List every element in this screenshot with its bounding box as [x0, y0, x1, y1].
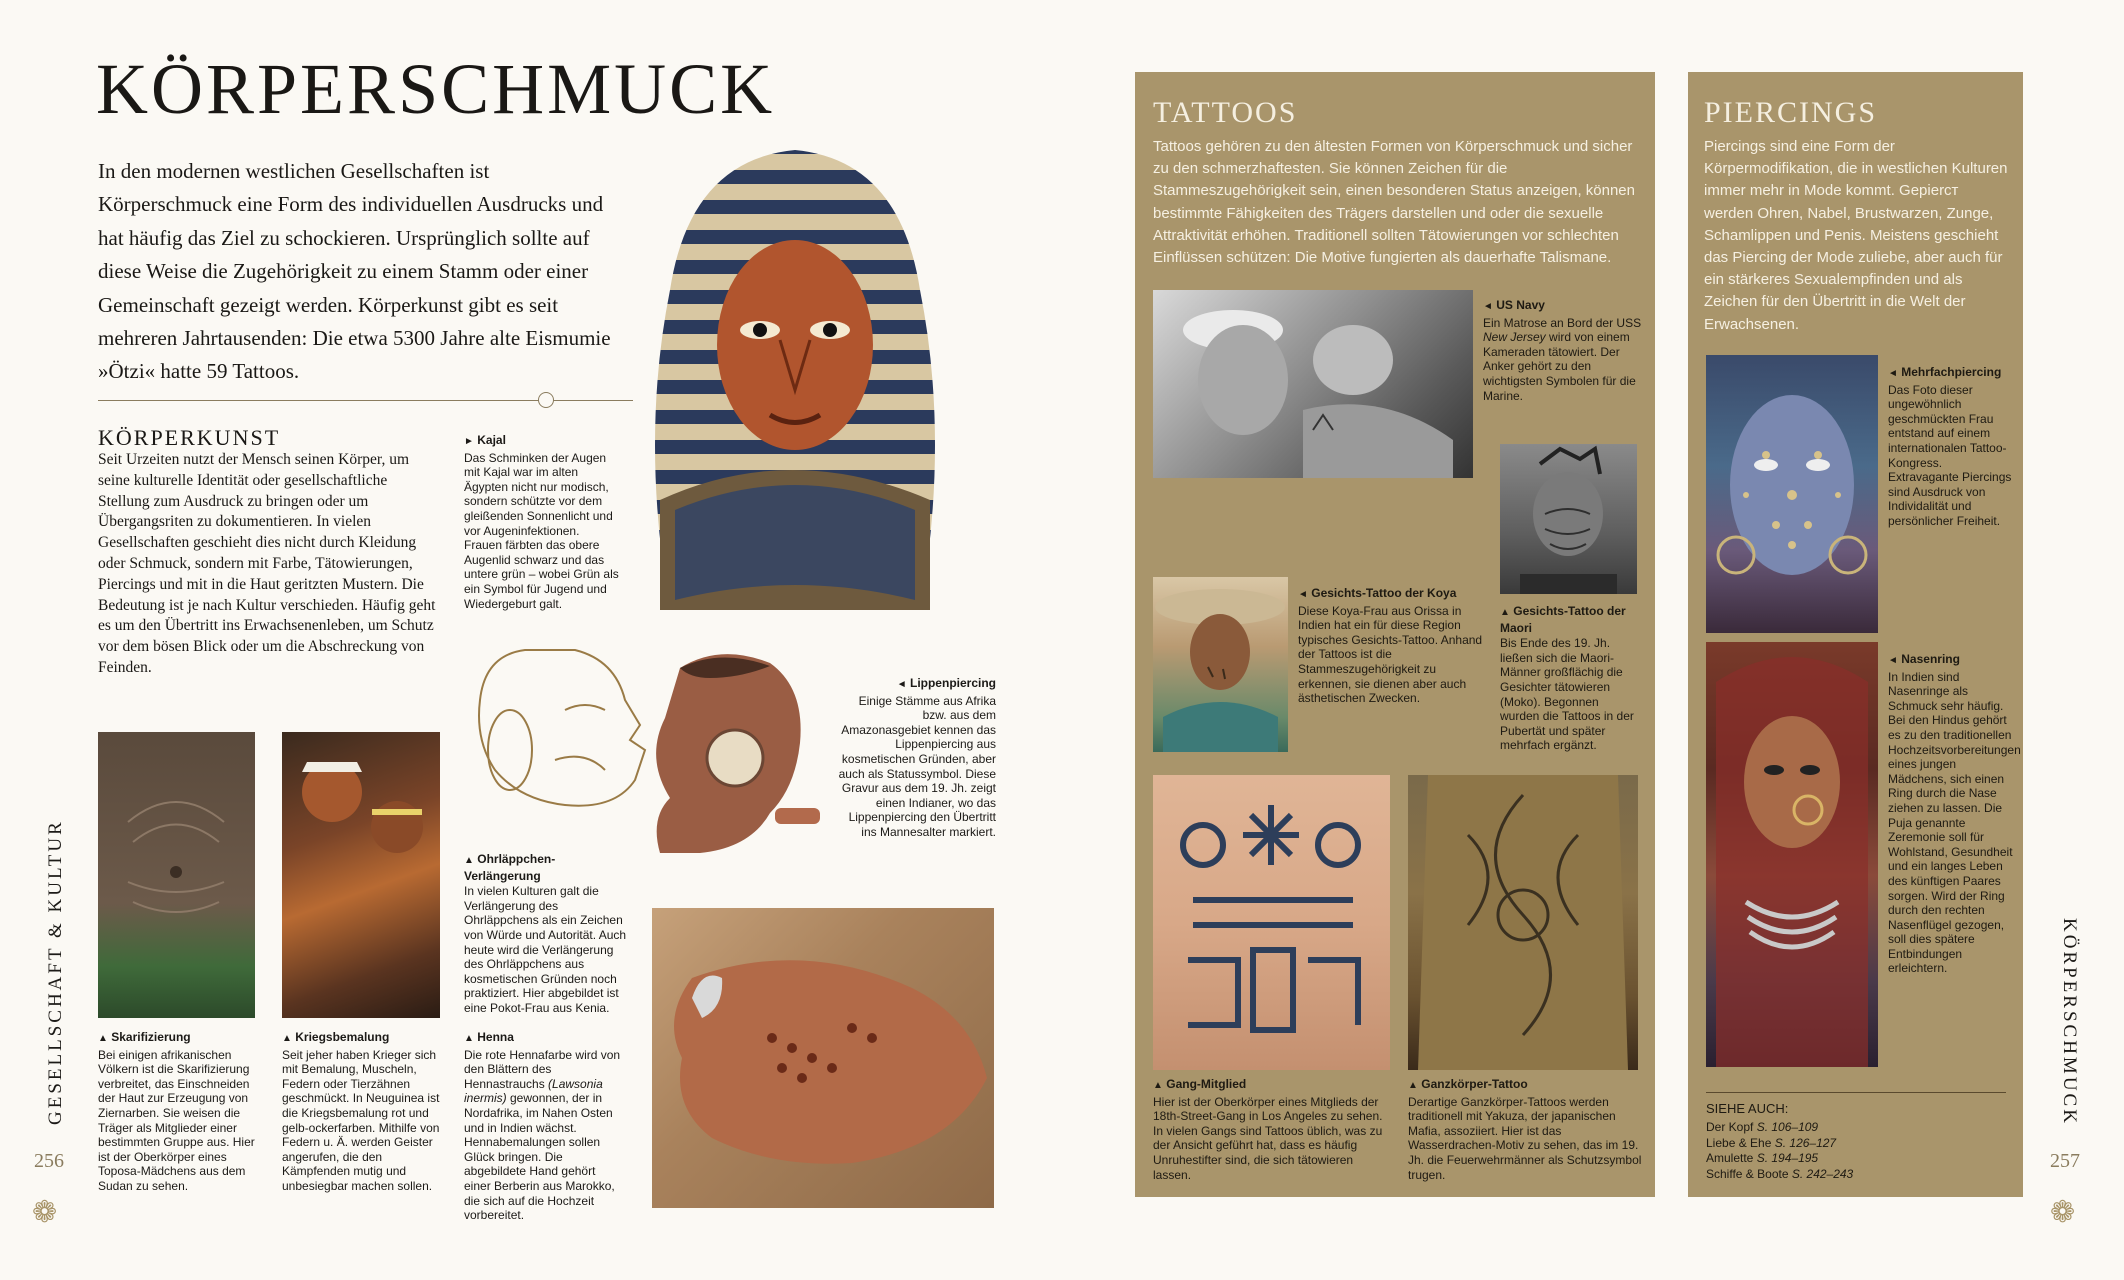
see-also-ref: S. 194–195	[1756, 1151, 1819, 1165]
piercings-text: Piercings sind eine Form der Körpermodifikation, die in westlichen Kulturen immer mehr in Mode kommt. Gepiercт werden Ohren, Nabel, Brustwarzen, Zunge, Schamlippen und Penis. Meistens geschieht das Piercing der Mode zuliebe, aber auch für ein stärkeres Sexualempfinden und als Zeichen für den Übertritt in die Welt der Erwachsenen.	[1704, 138, 2008, 333]
caption-maori-title: Gesichts-Tattoo der Maori	[1500, 604, 1626, 635]
side-label-right: KÖRPERSCHMUCK	[2059, 918, 2080, 1126]
page-title: KÖRPERSCHMUCK	[96, 49, 776, 129]
caption-skar: ▲ Skarifizierung Bei einigen afrikanischen Völkern ist die Skarifizierung verbreitet, das Einschneiden der Haut zur Erzeugung von Ziernarben. Sie weisen die Träger als Mitglieder einer bestimmten Gruppe aus. Hier ist der Oberkörper eines Toposa-Mädchens aus dem Sudan zu sehen.	[98, 1030, 255, 1193]
nose-ring-photo	[1706, 642, 1878, 1067]
page-ornament-right-icon: ❁	[2050, 1196, 2076, 1229]
caption-gang-title: Gang-Mitglied	[1166, 1077, 1247, 1091]
see-also-item[interactable]	[1706, 1151, 2006, 1167]
caption-mehrfach-text: Das Foto dieser ungewöhnlich geschmückten Frau entstand auf einem internationalen Tattoo-Kongress. Extravagante Piercings sind Ausdruck von Individalität und persönlicher Freiheit.	[1888, 382, 2012, 528]
side-label-left: GESELLSCHAFT & KULTUR	[45, 819, 66, 1125]
see-also-title: SIEHE AUCH:	[1706, 1101, 1789, 1116]
page-number-left: 256	[34, 1150, 64, 1172]
multi-piercing-photo	[1706, 355, 1878, 633]
gang-tattoo-photo	[1153, 775, 1390, 1070]
see-also-label: Amulette	[1706, 1151, 1757, 1165]
yakuza-tattoo-photo	[1408, 775, 1638, 1070]
ornament-icon	[538, 392, 554, 408]
maori-tattoo-photo	[1500, 444, 1637, 594]
caption-maori-text: Bis Ende des 19. Jh. ließen sich die Maori-Männer großflächig die Gesichter tätowieren (Moko). Begonnen wurden die Tattoos in der Pubertät und später mehrfach ergänzt.	[1500, 636, 1634, 753]
see-also-label: Schiffe & Boote	[1706, 1166, 1792, 1181]
caption-mehrfach-title: Mehrfachpiercing	[1901, 365, 2002, 379]
caption-henna-text-a: Die rote Hennafarbe wird von den Blättern des Hennastrauchs	[464, 1047, 621, 1091]
caption-skar-title: Skarifizierung	[111, 1030, 191, 1044]
caption-henna: ▲ Henna Die rote Hennafarbe wird von den Blättern des Hennastrauchs (Lawsonia inermis) gewonnen, der in Nordafrika, im Nahen Osten und in Indien wächst. Hennabemalungen sollen Glück bringen. Die abgebildete Hand gehört einer Berberin aus Marokko, die sich auf die Hochzeit vorbereitet.	[464, 1030, 621, 1223]
caption-nasenring: ◄ Nasenring In Indien sind Nasenringe als Schmuck sehr häufig. Bei den Hindus gehört es zu den traditionellen Hochzeitsvorbereitungen eines jungen Mädchens, sich einen Ring durch die Nase ziehen zu lassen. Die Puja genannte Zeremonie soll für Wohlstand, Gesundheit und ein langes Leben des künftigen Paares sorgen. Wird der Ring durch den rechten Nasenflügel gezogen, soll dies spätere Entbindungen erleichtern.	[1888, 652, 2021, 976]
war-paint-photo	[282, 732, 440, 1018]
caption-lippen: ◄ Lippenpiercing Einige Stämme aus Afrika bzw. aus dem Amazonasgebiet kennen das Lippenpiercing aus kosmetischen Gründen, aber auch als Statussymbol. Diese Gravur aus dem 19. Jh. zeigt einen Indianer, wo das Lippenpiercing den Übertritt ins Mannesalter markiert.	[838, 676, 996, 839]
henna-hand-photo	[652, 908, 994, 1208]
caption-lippen-text: Einige Stämme aus Afrika bzw. aus dem Amazonasgebiet kennen das Lippenpiercing aus kosmetischen Gründen, aber auch als Statussymbol. Diese Gravur aus dem 19. Jh. zeigt einen Indianer, wo das Lippenpiercing den Übertritt ins Mannesalter markiert.	[838, 693, 996, 839]
see-also	[1706, 1092, 2006, 1182]
caption-skar-text: Bei einigen afrikanischen Völkern ist die Skarifizierung verbreitet, das Einschneiden der Haut zur Erzeugung von Ziernarben. Sie weisen die Träger als Mitglieder einer bestimmten Gruppe aus. Hier ist der Oberkörper eines Toposa-Mädchens aus dem Sudan zu sehen.	[98, 1047, 255, 1193]
see-also-ref: S. 106–109	[1756, 1120, 1819, 1134]
caption-henna-text-b: gewonnen, der in Nordafrika, im Nahen Osten und in Indien wächst. Hennabemalungen sollen Glück bringen. Die abgebildete Hand gehört einer Berberin aus Marokko, die sich auf die Hochzeit vorbereitet.	[464, 1091, 615, 1223]
see-also-item[interactable]	[1706, 1120, 2006, 1136]
caption-navy-text-b: wird von einem Kameraden tätowiert. Der Anker gehört zu den wichtigsten Symbolen für die Marine.	[1483, 330, 1636, 403]
caption-koya-text: Diese Koya-Frau aus Orissa in Indien hat ein für diese Region typisches Gesichts-Tattoo. Anhand der Tattoos ist die Stammeszugehörigkeit zu erkennen, sie dienen aber auch ästhetischen Zwecken.	[1298, 603, 1483, 706]
caption-gang-text: Hier ist der Oberkörper eines Mitglieds der 18th-Street-Gang in Los Angeles zu sehen. In vielen Gangs sind Tattoos üblich, was zu der Ansicht geführt hat, dass es häufig Unruhestifter sind, die sich tätowieren lassen.	[1153, 1094, 1383, 1182]
see-also-item[interactable]	[1706, 1136, 2006, 1152]
caption-navy: ◄ US Navy Ein Matrose an Bord der USS New Jersey wird von einem Kameraden tätowiert. Der Anker gehört zu den wichtigsten Symbolen für die Marine.	[1483, 298, 1642, 403]
caption-henna-title: Henna	[477, 1030, 514, 1044]
caption-krieg-text: Seit jeher haben Krieger sich mit Bemalung, Muscheln, Federn oder Tierzähnen geschmückt. In Neuguinea ist die Kriegsbemalung rot und gelb-ockerfarben. Mithilfe von Federn u. Ä. werden Geister angerufen, die den Kämpfenden mutig und unbesiegbar machen sollen.	[282, 1047, 440, 1193]
caption-maori: ▲ Gesichts-Tattoo der Maori Bis Ende des 19. Jh. ließen sich die Maori-Männer großflächig die Gesichter tätowieren (Moko). Begonnen wurden die Tattoos in der Pubertät und später mehrfach ergänzt.	[1500, 604, 1634, 753]
caption-nasenring-text: In Indien sind Nasenringe als Schmuck sehr häufig. Bei den Hindus gehört es zu den traditionellen Hochzeitsvorbereitungen eines jungen Mädchens, sich einen Ring durch die Nase ziehen zu lassen. Die Puja genannte Zeremonie soll für Wohlstand, Gesundheit und ein langes Leben des künftigen Paares sorgen. Wird der Ring durch den rechten Nasenflügel gezogen, soll dies spätere Entbindungen erleichtern.	[1888, 669, 2021, 976]
intro-text: In den modernen westlichen Gesellschaften ist Körperschmuck eine Form des individuellen Ausdrucks und hat häufig das Ziel zu schockieren. Ursprünglich sollte auf diese Weise die Zugehörigkeit zu einem Stamm oder einer Gemeinschaft gezeigt werden. Körperkunst gibt es seit mehreren Jahrtausenden: Die etwa 5300 Jahre alte Eismumie »Ötzi« hatte 59 Tattoos.	[98, 159, 611, 384]
caption-ganz: ▲ Ganzkörper-Tattoo Derartige Ganzkörper-Tattoos werden traditionell mit Yakuza, der japanischen Mafia, assoziiert. Hier ist das Wasserdrachen-Motiv zu sehen, das im 19. Jh. die Feuerwehrmänner als Schutzsymbol trugen.	[1408, 1077, 1642, 1182]
section-text: Seit Urzeiten nutzt der Mensch seinen Körper, um seine kulturelle Identität oder gesellschaftliche Stellung zum Ausdruck zu bringen oder um Übergangsriten zu dokumentieren. In vielen Gesellschaften geschieht dies nicht durch Kleidung oder Schmuck, sondern mit Farbe, Tätowierungen, Piercings und mit in die Haut geritzten Mustern. Die Bedeutung ist je nach Kultur verschieden. Häufig geht es um den Übertritt ins Erwachsenenleben, um Schutz vor dem bösen Blick oder um die Abschreckung von Feinden.	[98, 451, 436, 676]
page-ornament-left-icon: ❁	[32, 1196, 58, 1229]
caption-henna-latin: (Lawsonia inermis)	[464, 1076, 603, 1106]
see-also-label: Der Kopf	[1706, 1120, 1757, 1134]
caption-ohr-text: In vielen Kulturen galt die Verlängerung des Ohrläppchens als ein Zeichen von Würde und Autorität. Auch heute wird die Verlängerung des Ohrläppchens aus kosmetischen Gründen noch praktiziert. Hier abgebildet ist eine Pokot-Frau aus Kenia.	[464, 884, 627, 1015]
egyptian-mask-photo	[630, 140, 960, 618]
caption-ohr: ▲ Ohrläppchen-Verlängerung In vielen Kulturen galt die Verlängerung des Ohrläppchens als ein Zeichen von Würde und Autorität. Auch heute wird die Verlängerung des Ohrläppchens aus kosmetischen Gründen noch praktiziert. Hier abgebildet ist eine Pokot-Frau aus Kenia.	[464, 852, 627, 1015]
caption-koya: ◄ Gesichts-Tattoo der Koya Diese Koya-Frau aus Orissa in Indien hat ein für diese Region typisches Gesichts-Tattoo. Anhand der Tattoos ist die Stammeszugehörigkeit zu erkennen, sie dienen aber auch ästhetischen Zwecken.	[1298, 586, 1483, 706]
piercings-panel	[1688, 72, 2023, 1197]
scarification-photo	[98, 732, 255, 1018]
see-also-item[interactable]	[1706, 1167, 2006, 1183]
see-also-label: Liebe & Ehe	[1706, 1135, 1775, 1150]
caption-lippen-title: Lippenpiercing	[909, 676, 996, 690]
caption-krieg-title: Kriegsbemalung	[295, 1030, 390, 1044]
lip-plate-engraving	[640, 648, 825, 858]
ear-stretching-drawing	[465, 640, 660, 815]
caption-navy-ship: New Jersey	[1483, 330, 1546, 345]
caption-kajal: ► Kajal Das Schminken der Augen mit Kajal war im alten Ägypten nicht nur modisch, sondern schützte vor dem gleißenden Sonnenlicht und vor Augeninfektionen. Frauen färbten das obere Augenlid schwarz und das untere grün – wobei Grün als ein Symbol für Jugend und Wiedergeburt galt.	[464, 433, 619, 611]
caption-kajal-text: Das Schminken der Augen mit Kajal war im alten Ägypten nicht nur modisch, sondern schützte vor dem gleißenden Sonnenlicht und vor Augeninfektionen. Frauen färbten das obere Augenlid schwarz und das untere grün – wobei Grün als ein Symbol für Jugend und Wiedergeburt galt.	[464, 450, 619, 611]
see-also-ref: S. 126–127	[1774, 1135, 1837, 1150]
caption-nasenring-title: Nasenring	[1901, 652, 1960, 666]
see-also-ref: S. 242–243	[1791, 1166, 1854, 1181]
caption-ohr-title: Ohrläppchen-Verlängerung	[464, 852, 556, 883]
section-heading: KÖRPERKUNST	[98, 425, 281, 450]
caption-navy-title: US Navy	[1496, 298, 1545, 312]
caption-gang: ▲ Gang-Mitglied Hier ist der Oberkörper eines Mitglieds der 18th-Street-Gang in Los Angeles zu sehen. In vielen Gangs sind Tattoos üblich, was zu der Ansicht geführt hat, dass es häufig Unruhestifter sind, die sich tätowieren lassen.	[1153, 1077, 1383, 1182]
navy-tattoo-photo	[1153, 290, 1473, 478]
page-number-right: 257	[2050, 1150, 2080, 1172]
tattoos-panel	[1135, 72, 1655, 1197]
caption-koya-title: Gesichts-Tattoo der Koya	[1311, 586, 1457, 600]
caption-krieg: ▲ Kriegsbemalung Seit jeher haben Krieger sich mit Bemalung, Muscheln, Federn oder Tierzähnen geschmückt. In Neuguinea ist die Kriegsbemalung rot und gelb-ockerfarben. Mithilfe von Federn u. Ä. werden Geister angerufen, die den Kämpfenden mutig und unbesiegbar machen sollen.	[282, 1030, 440, 1193]
tattoos-text: Tattoos gehören zu den ältesten Formen von Körperschmuck und sicher zu den schmerzhaftesten. Sie können Zeichen für die Stammeszugehörigkeit sein, einen besonderen Status anzeigen, können bestimmte Fähigkeiten des Trägers darstellen und oder die sexuelle Attraktivität erhöhen. Traditionell sollten Tätowierungen vor schlechten Einflüssen schützen: Die Motive fungierten als dauerhafte Talismane.	[1153, 138, 1635, 267]
caption-mehrfach: ◄ Mehrfachpiercing Das Foto dieser ungewöhnlich geschmückten Frau entstand auf einem internationalen Tattoo-Kongress. Extravagante Piercings sind Ausdruck von Individalität und persönlicher Freiheit.	[1888, 365, 2012, 528]
caption-navy-text-a: Ein Matrose an Bord der USS	[1483, 315, 1642, 330]
caption-ganz-text: Derartige Ganzkörper-Tattoos werden traditionell mit Yakuza, der japanischen Mafia, assoziiert. Hier ist das Wasserdrachen-Motiv zu sehen, das im 19. Jh. die Feuerwehrmänner als Schutzsymbol trugen.	[1408, 1094, 1642, 1182]
caption-kajal-title: Kajal	[477, 433, 506, 447]
koya-tattoo-photo	[1153, 577, 1288, 752]
caption-ganz-title: Ganzkörper-Tattoo	[1421, 1077, 1528, 1091]
piercings-heading: PIERCINGS	[1704, 96, 1878, 129]
tattoos-heading: TATTOOS	[1153, 96, 1298, 129]
